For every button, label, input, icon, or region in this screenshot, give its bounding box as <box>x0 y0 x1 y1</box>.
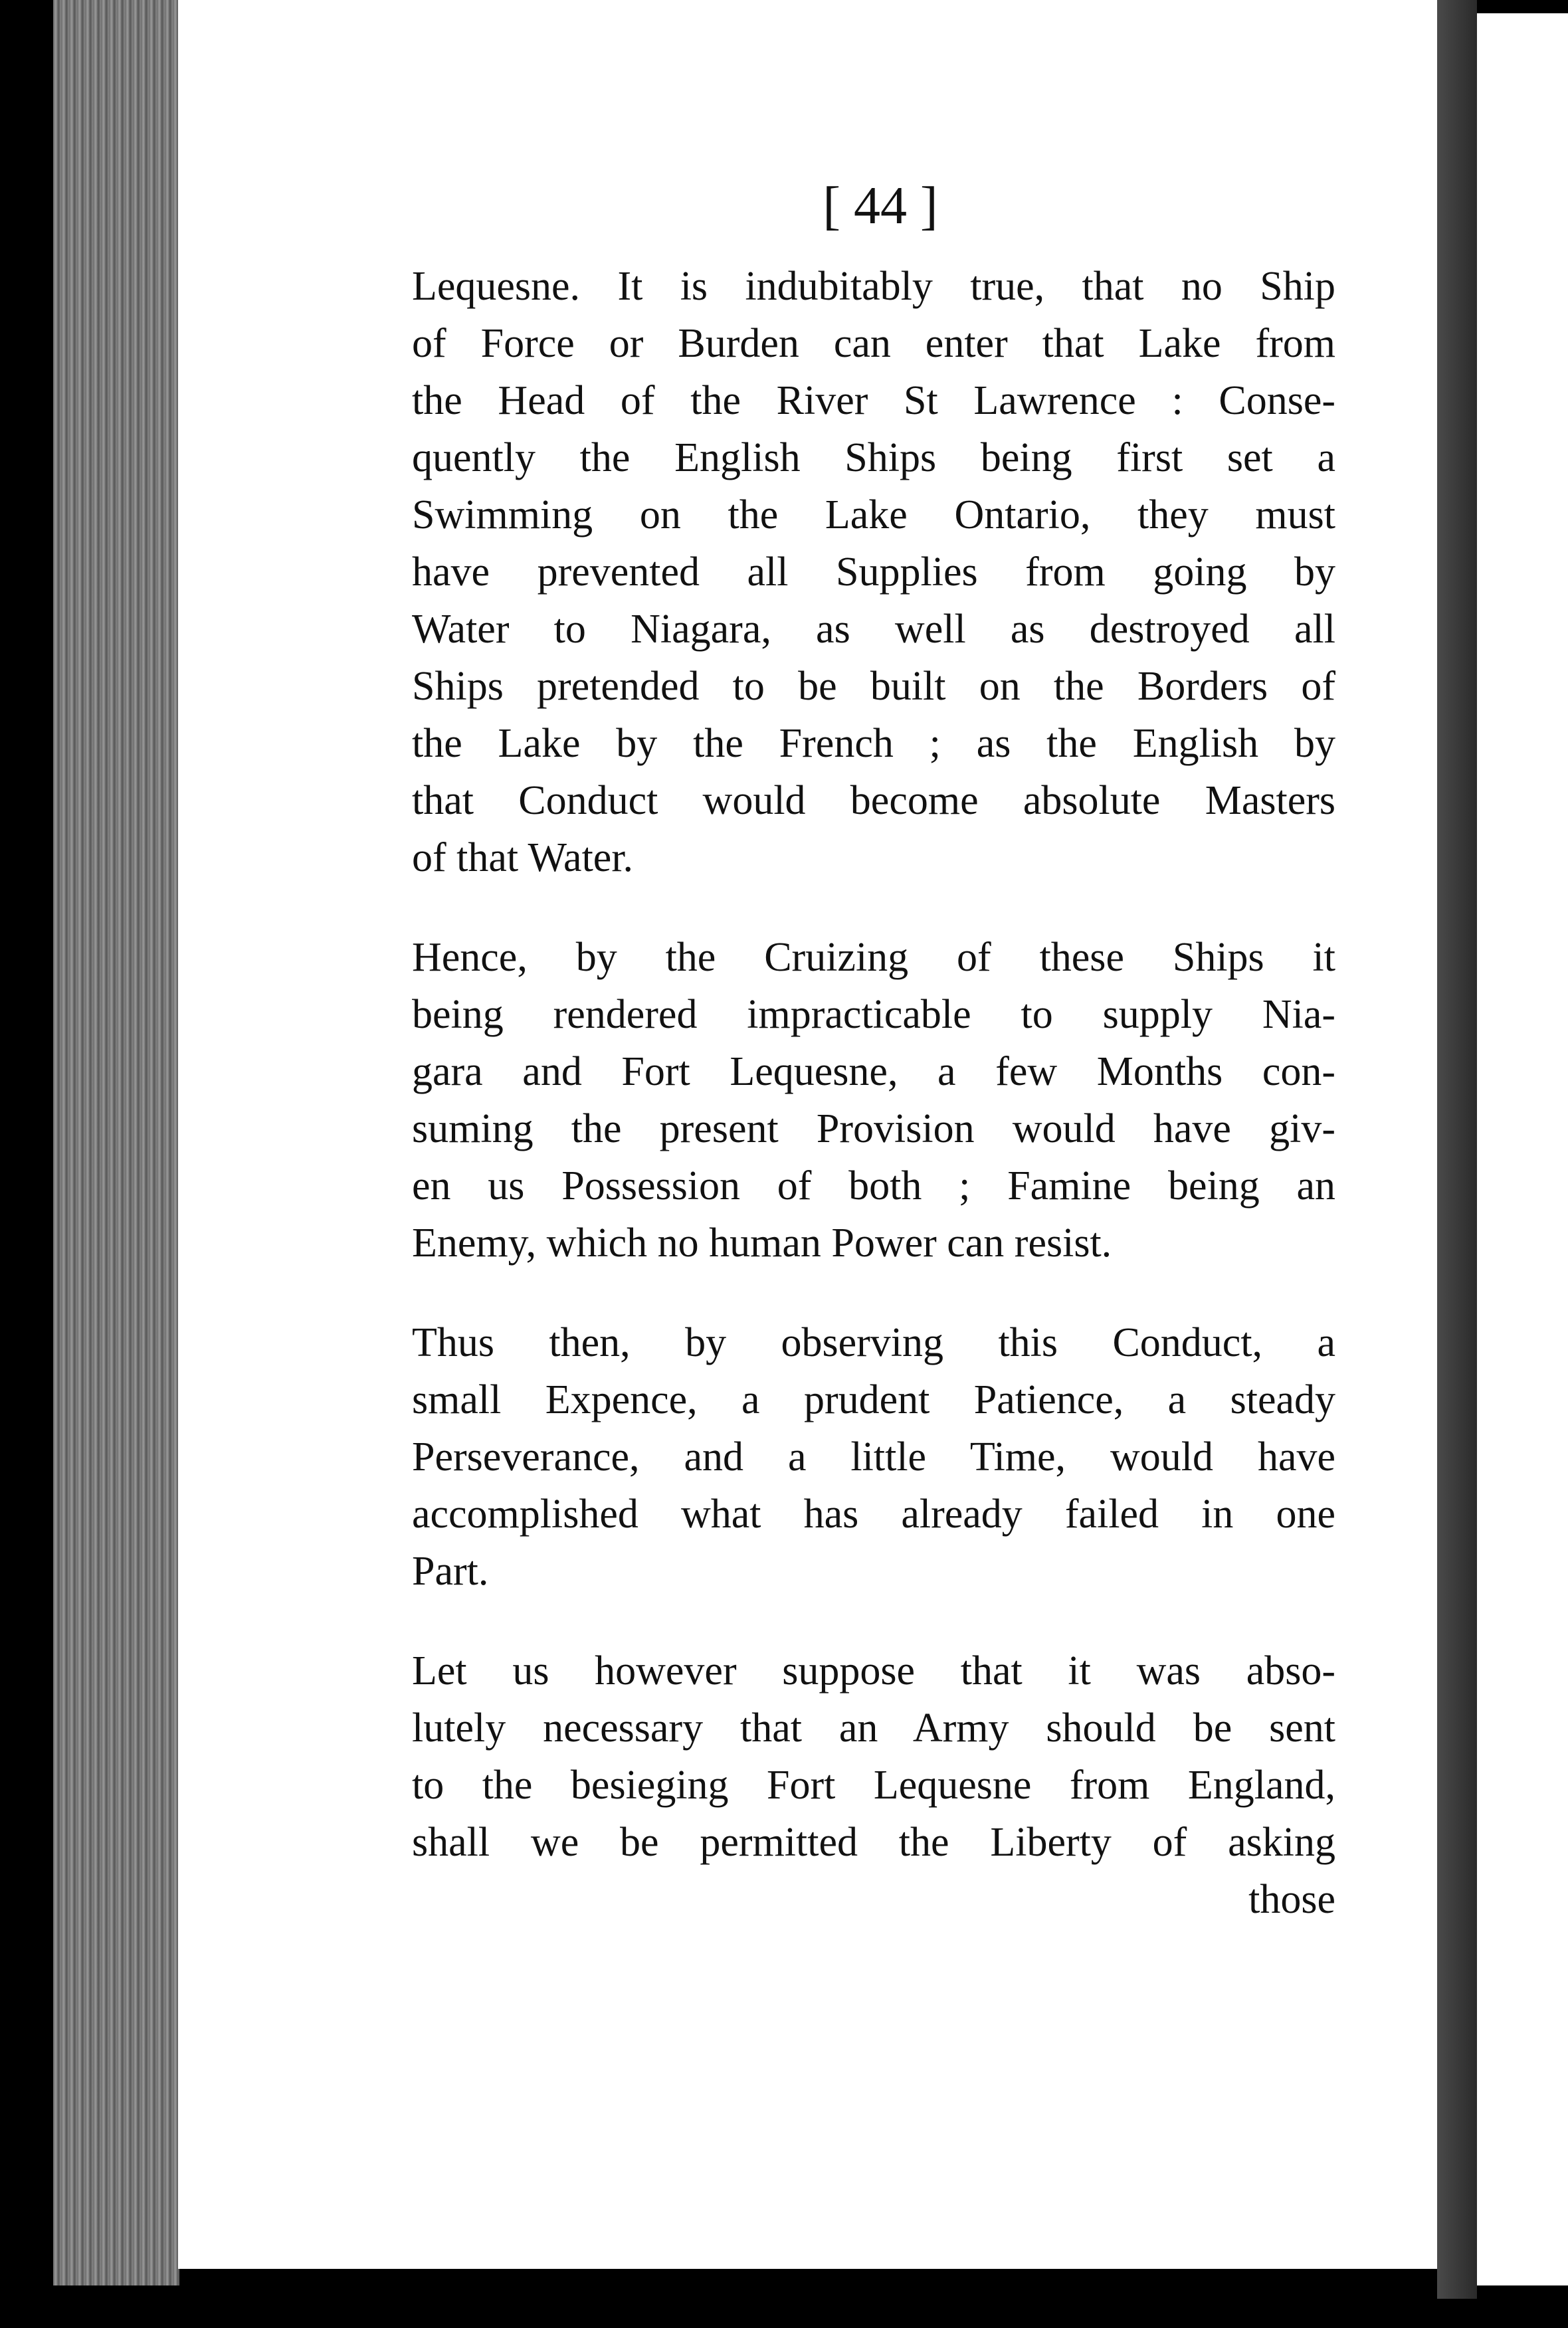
text-line: Perseverance, and a little Time, would have <box>412 1434 1335 1480</box>
text-line: Part. <box>412 1549 489 1594</box>
text-line: of Force or Burden can enter that Lake from <box>412 321 1335 366</box>
text-line: Ships pretended to be built on the Borders of <box>412 664 1335 709</box>
text-line: of that Water. <box>412 835 634 880</box>
catchword: those <box>1248 1877 1335 1922</box>
page-number: [ 44 ] <box>823 177 938 235</box>
text-line: Lequesne. It is indubitably true, that no Ship <box>412 264 1335 309</box>
page-content <box>412 173 1335 1928</box>
text-line: Hence, by the Cruizing of these Ships it <box>412 935 1335 980</box>
text-line: Enemy, which no human Power can resist. <box>412 1220 1112 1266</box>
text-line: to the besieging Fort Lequesne from England, <box>412 1763 1335 1808</box>
facing-page-edge <box>1477 13 1568 2285</box>
text-line: that Conduct would become absolute Masters <box>412 778 1335 823</box>
text-line: the Head of the River St Lawrence : Conse- <box>412 378 1335 423</box>
paragraph-2 <box>412 929 1335 1272</box>
paragraph-3 <box>412 1314 1335 1600</box>
text-line: gara and Fort Lequesne, a few Months con- <box>412 1049 1335 1094</box>
text-line: Swimming on the Lake Ontario, they must <box>412 492 1335 537</box>
paragraph-1 <box>412 258 1335 886</box>
text-line: shall we be permitted the Liberty of asking <box>412 1820 1335 1865</box>
text-line: have prevented all Supplies from going by <box>412 549 1335 595</box>
text-line: accomplished what has already failed in one <box>412 1492 1335 1537</box>
text-line: Let us however suppose that it was abso- <box>412 1648 1335 1694</box>
book-gutter-right <box>1437 0 1477 2299</box>
text-line: quently the English Ships being first set a <box>412 435 1335 480</box>
text-line: being rendered impracticable to supply Nia- <box>412 992 1335 1037</box>
text-line: Water to Niagara, as well as destroyed all <box>412 607 1335 652</box>
text-line: lutely necessary that an Army should be sent <box>412 1705 1335 1751</box>
text-line: Thus then, by observing this Conduct, a <box>412 1320 1335 1365</box>
text-line: the Lake by the French ; as the English by <box>412 721 1335 766</box>
text-line: en us Possession of both ; Famine being an <box>412 1163 1335 1209</box>
paragraph-4 <box>412 1642 1335 1928</box>
text-line: small Expence, a prudent Patience, a steady <box>412 1377 1335 1422</box>
text-line: suming the present Provision would have giv- <box>412 1106 1335 1151</box>
book-binding-left <box>53 0 179 2285</box>
